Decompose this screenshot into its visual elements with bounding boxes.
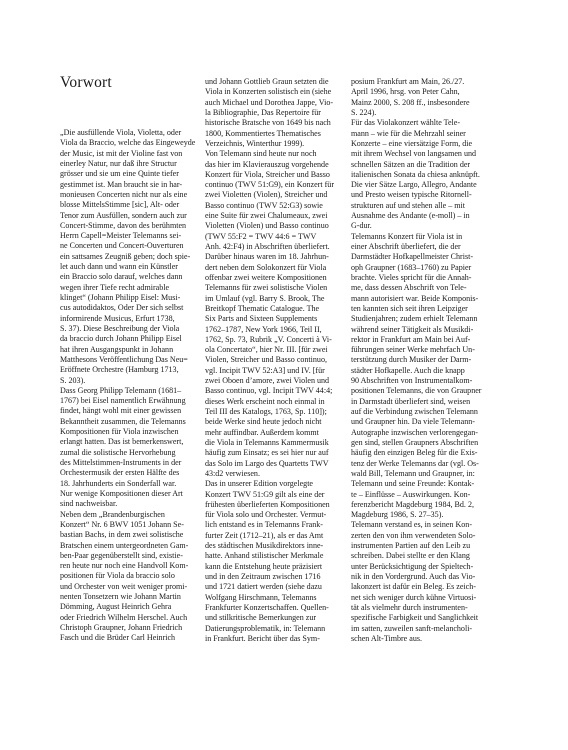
text-line: Verzeichnis, Winterthur 1999).: [205, 138, 305, 148]
text-line: Bekanntheit zusammen, die Telemanns: [60, 416, 186, 426]
text-line: vgl. Incipit TWV 52:A3] und IV. [für: [205, 365, 325, 375]
text-line: Magdeburg 1986, S. 27–35).: [351, 510, 444, 520]
text-line: Violen, Streicher und Basso continuo,: [205, 355, 327, 365]
text-line: Für das Violakonzert wählte Tele-: [351, 118, 461, 128]
text-line: Dass Georg Philipp Telemann (1681–: [60, 385, 182, 395]
text-line: 43:d2 verwiesen.: [205, 468, 260, 478]
text-line: mehr auffindbar. Außerdem kommt: [205, 427, 319, 437]
text-line: positionen für Viola da braccio solo: [60, 571, 175, 581]
text-line: im Umlauf (vgl. Barry S. Brook, The: [205, 293, 325, 303]
text-line: tenz der Werke Telemanns dar (vgl. Os-: [351, 458, 479, 468]
text-line: findet, hängt wohl mit einer gewissen: [60, 406, 182, 416]
text-line: Telemann und seine Freunde: Kontak-: [351, 479, 475, 489]
text-line: einer Abschrift überliefert, die der: [351, 242, 461, 251]
text-line: Eröffnete Orchestre (Hamburg 1713,: [60, 365, 179, 375]
text-line: während seiner Tätigkeit als Musikdi-: [351, 324, 474, 334]
text-line: offenbar zwei weitere Kompositionen: [205, 272, 327, 282]
text-line: Orchestermusik der ersten Hälfte des: [60, 468, 180, 478]
text-line: im satten, zuweilen sanft-melancholi-: [351, 623, 473, 633]
text-line: Anh. 42:F4) in Abschriften überliefert.: [205, 242, 330, 251]
text-line: zwei Oboen d’amore, zwei Violen und: [205, 376, 330, 386]
text-line: nenten Tonsetzern wie Johann Martin: [60, 592, 181, 602]
text-line: continuo (TWV 51:G9), ein Konzert für: [205, 180, 335, 190]
text-line: hat ihren Ausgangspunkt in Johann: [60, 344, 174, 354]
text-line: die Viola in Telemanns Kammermusik: [205, 437, 329, 447]
page-title: Vorwort: [60, 74, 112, 91]
text-line: positionen Telemanns, die von Graupner: [351, 386, 482, 396]
text-line: Herrn Capell=Meister Telemanns sei-: [60, 231, 182, 241]
text-line: häufig zum Einsatz; es sei hier nur auf: [205, 448, 329, 458]
text-line: lakonzert ist dafür ein Beleg. Es zeich-: [351, 582, 476, 592]
text-line: oder Friedrich Wilhelm Herschel. Auch: [60, 612, 188, 622]
text-line: strukturen auf und stehen alle – mit: [351, 200, 465, 210]
text-line: der Music, ist mit der Violine fast von: [60, 148, 183, 158]
text-line: 1767) bei Eisel namentlich Erwähnung: [60, 396, 186, 406]
text-line: klinget“ (Johann Philipp Eisel: Musi-: [60, 293, 181, 302]
text-line: lich entstand es in Telemanns Frank-: [205, 520, 323, 530]
text-line: Bratschen einem untergeordneten Gam-: [60, 540, 189, 550]
text-line: zerten den von ihm verwendeten Solo-: [351, 530, 476, 540]
text-line: frühesten überlieferten Kompositionen: [205, 499, 330, 509]
text-line: gestimmet ist. Man braucht sie in har-: [60, 179, 183, 189]
text-line: mit ihrem Wechsel von langsamen und: [351, 149, 477, 159]
text-line: schnellen Sätzen an die Tradition der: [351, 159, 471, 169]
text-line: eine Suite für zwei Chalumeaux, zwei: [205, 211, 328, 221]
text-line: historische Bratsche von 1649 bis nach: [205, 118, 331, 128]
text-line: Mainz 2000, S. 208 ff., insbesondere: [351, 97, 470, 107]
text-line: sind nachweisbar.: [60, 499, 118, 509]
text-line: führungen seiner Werke mehrfach Un-: [351, 345, 475, 355]
text-line: S. 203).: [60, 375, 86, 385]
text-line: spezifische Farbigkeit und Sanglichkeit: [351, 613, 479, 623]
text-line: Matthesons Veröffentlichung Das Neu=: [60, 354, 188, 364]
text-line: und Orchester von weit weniger promi-: [60, 581, 188, 591]
text-line: Telemanns Konzert für Viola ist in: [351, 231, 463, 241]
text-column-1: [60, 128, 216, 644]
text-line: Konzerte – eine viersätzige Form, die: [351, 138, 473, 148]
text-line: häufig den einzigen Beleg für die Exis-: [351, 448, 478, 458]
text-line: in Darmstadt überliefert sind, weisen: [351, 396, 471, 406]
text-line: und stilkritische Bemerkungen zur: [205, 613, 317, 623]
text-line: ferenzbericht Magdeburg 1984, Bd. 2,: [351, 499, 474, 509]
text-line: Concert-Stimme, davon des berühmten: [60, 220, 187, 230]
text-line: Telemanns für zwei solistische Violen: [205, 283, 328, 293]
text-line: Breitkopf Thematic Catalogue. The: [205, 303, 320, 313]
text-line: Dömming, August Heinrich Gehra: [60, 602, 172, 612]
text-line: April 1996, hrsg. von Peter Cahn,: [351, 87, 460, 97]
text-line: ne Concerten und Concert-Ouverturen: [60, 241, 184, 251]
text-line: let auch dann und wann ein Künstler: [60, 262, 178, 272]
text-line: ein Braccio solo darauf, welches dann: [60, 272, 183, 282]
text-line: und Presto weisen typische Ritornell-: [351, 190, 472, 200]
text-line: Konzert TWV 51:G9 gilt als eine der: [205, 489, 325, 499]
text-line: hatte. Anhand stilistischer Merkmale: [205, 551, 324, 561]
text-line: mann – wie für die Mehrzahl seiner: [351, 128, 466, 138]
text-line: S. 37). Diese Beschreibung der Viola: [60, 323, 180, 333]
text-line: grösser und sie um eine Quinte tiefer: [60, 169, 179, 179]
text-line: schreiben. Dabei stellte er den Klang: [351, 551, 470, 561]
text-line: rektor in Frankfurt am Main bei Auf-: [351, 334, 471, 344]
text-line: zwei Violetten (Violen), Streicher und: [205, 190, 328, 200]
text-line: furter Zeit (1712–21), als er das Amt: [205, 530, 324, 540]
text-line: ren heute nur noch eine Handvoll Kom-: [60, 561, 189, 571]
text-line: Die vier Sätze Largo, Allegro, Andante: [351, 180, 477, 190]
text-line: ten kannten sich seit ihren Leipziger: [351, 303, 468, 313]
text-line: Basso continuo, vgl. Incipit TWV 44:4;: [205, 386, 333, 396]
text-line: Ausnahme des Andante (e-moll) – in: [351, 211, 470, 221]
text-line: Von Telemann sind heute nur noch: [205, 149, 317, 159]
text-line: dieses Werk erscheint noch einmal in: [205, 396, 325, 406]
text-line: Tenor zum Ausfüllen, sondern auch zur: [60, 210, 187, 220]
text-line: net sich weniger durch kühne Virtuosi-: [351, 592, 477, 602]
text-line: tät als vielmehr durch instrumenten-: [351, 602, 468, 612]
text-line: Autographe inzwischen verlorengegan-: [351, 427, 478, 437]
text-line: das Solo im Largo des Quartetts TWV: [205, 458, 329, 468]
text-line: 1800, Kommentiertes Thematisches: [205, 128, 321, 138]
text-line: Studienjahren; zudem erhielt Telemann: [351, 314, 478, 324]
text-line: Konzert“ Nr. 6 BWV 1051 Johann Se-: [60, 519, 184, 529]
text-line: Viola da Braccio, welche das Eingeweyde: [60, 138, 196, 148]
text-line: des Mittelstimmen-Instruments in der: [60, 458, 182, 467]
text-line: Kompositionen für Viola inzwischen: [60, 427, 179, 437]
text-line: „Die ausfüllende Viola, Violetta, oder: [60, 128, 182, 137]
text-line: unter Berücksichtigung der Spieltech-: [351, 561, 474, 571]
text-line: Viola in Konzerten solistisch ein (siehe: [205, 87, 332, 97]
text-line: Datierungsproblematik, in: Telemann: [205, 623, 326, 633]
text-line: und 1721 datiert werden (siehe dazu: [205, 582, 322, 592]
text-line: 90 Abschriften von Instrumentalkom-: [351, 376, 473, 386]
text-line: beide Werke sind heute jedoch nicht: [205, 417, 322, 427]
text-line: kann die Entstehung heute präzisiert: [205, 561, 323, 571]
text-line: ola Concertato“, hier Nr. III. [für zwei: [205, 345, 328, 355]
text-line: cus autodidaktos, Oder Der sich selbst: [60, 303, 184, 313]
text-column-3: [351, 77, 507, 644]
text-line: Neben dem „Brandenburgischen: [60, 509, 165, 519]
text-line: la Bibliographie, Das Repertoire für: [205, 107, 321, 117]
text-line: zumal die solistische Hervorhebung: [60, 447, 176, 457]
text-line: und in den Zeitraum zwischen 1716: [205, 572, 321, 581]
text-line: Nur wenige Kompositionen dieser Art: [60, 488, 183, 498]
text-line: Telemann verstand es, in seinen Kon-: [351, 520, 472, 530]
text-line: bastian Bachs, in dem zwei solistische: [60, 530, 184, 540]
text-line: Six Parts and Sixteen Supplements: [205, 314, 318, 324]
text-line: Darüber hinaus waren im 18. Jahrhun-: [205, 252, 329, 262]
text-line: 18. Jahrhunderts ein Sonderfall war.: [60, 478, 177, 488]
text-line: ben-Paar gegenüberstellt sind, existie-: [60, 550, 183, 560]
text-line: gen sind, stellen Graupners Abschriften: [351, 437, 479, 447]
text-line: auch Michael und Dorothea Jappe, Vio-: [205, 97, 334, 107]
text-line: Konzert für Viola, Streicher und Basso: [205, 169, 330, 179]
text-line: das hier im Klavierauszug vorgehende: [205, 159, 329, 169]
text-line: Teil III des Katalogs, 1763, Sp. 110]);: [205, 407, 327, 416]
text-line: des städtischen Musikdirektors inne-: [205, 541, 324, 551]
text-line: wegen ihrer Tiefe recht admirable: [60, 282, 170, 292]
text-line: für Viola solo und Orchester. Vermut-: [205, 510, 327, 520]
text-line: nik in den Vordergrund. Auch das Vio-: [351, 572, 476, 581]
text-line: terstützung durch Musiker der Darm-: [351, 355, 472, 365]
text-line: italienischen Sonata da chiesa anknüpft.: [351, 169, 480, 179]
text-line: oph Graupner (1683–1760) zu Papier: [351, 262, 472, 272]
text-line: Das in unserer Edition vorgelegte: [205, 479, 314, 489]
text-line: Fasch und die Brüder Carl Heinrich: [60, 633, 176, 643]
text-line: mann autorisiert war. Beide Komponis-: [351, 293, 479, 303]
text-line: einerley Natur, nur daß ihre Structur: [60, 158, 177, 168]
text-line: te – Einflüsse – Auswirkungen. Kon-: [351, 489, 471, 499]
text-column-2: [205, 77, 361, 644]
text-line: Violetten (Violen) und Basso continuo: [205, 221, 329, 231]
text-line: in Frankfurt. Bericht über das Sym-: [205, 633, 320, 643]
text-line: me, dass dessen Abschrift von Tele-: [351, 283, 467, 293]
text-line: informirende Musicus, Erfurt 1738,: [60, 313, 175, 323]
text-line: da braccio durch Johann Philipp Eisel: [60, 334, 182, 344]
text-line: und Johann Gottlieb Graun setzten die: [205, 77, 329, 86]
text-line: 1762, Sp. 73, Rubrik „V. Concerti à Vi-: [205, 334, 332, 344]
text-line: städter Hofkapelle. Auch die knapp: [351, 365, 465, 375]
text-line: auf die Verbindung zwischen Telemann: [351, 407, 478, 416]
text-line: Darmstädter Hofkapellmeister Christ-: [351, 252, 474, 262]
text-line: erlangt hatten. Das ist bemerkenswert,: [60, 437, 184, 447]
text-line: monieusen Concerten nicht nur als eine: [60, 189, 188, 199]
text-line: dert neben dem Solokonzert für Viola: [205, 262, 327, 272]
text-line: S. 224).: [351, 107, 377, 117]
text-line: Basso continuo (TWV 52:G3) sowie: [205, 200, 323, 210]
text-line: schen Alt-Timbre aus.: [351, 633, 423, 643]
text-line: blosse MittelsStimme [sic], Alt- oder: [60, 200, 180, 210]
text-line: Frankfurter Konzertschaffen. Quellen-: [205, 602, 329, 612]
text-line: Christoph Graupner, Johann Friedrich: [60, 623, 183, 632]
text-line: (TWV 55:F2 = TWV 44:6 = TWV: [205, 231, 317, 241]
text-line: G-dur.: [351, 221, 372, 231]
text-line: posium Frankfurt am Main, 26./27.: [351, 77, 465, 86]
text-line: Wolfgang Hirschmann, Telemanns: [205, 592, 317, 602]
text-line: brachte. Vieles spricht für die Annah-: [351, 272, 472, 282]
text-line: und Graupner hin. Da viele Telemann-: [351, 417, 475, 427]
text-line: ein sattsames Zeugniß geben; doch spie-: [60, 251, 191, 261]
text-line: 1762–1787, New York 1966, Teil II,: [205, 324, 322, 334]
text-line: wald Bill, Telemann und Graupner, in:: [351, 468, 475, 478]
text-line: instrumenten Partien auf den Leib zu: [351, 541, 471, 551]
